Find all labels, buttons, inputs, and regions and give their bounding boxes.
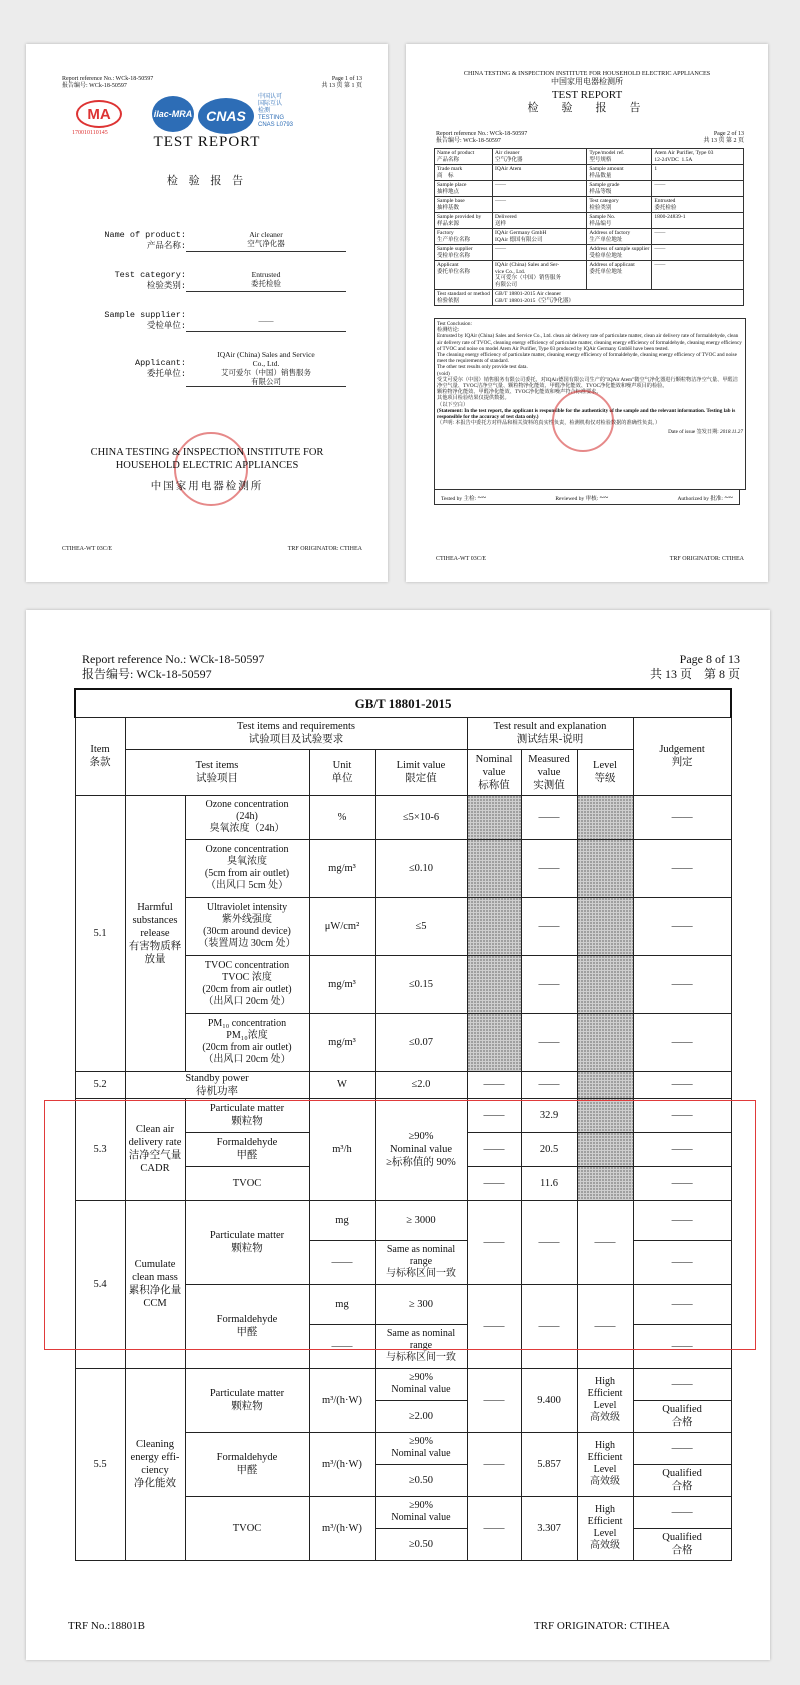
test-item: PM₁₀ concentration PM₁₀浓度 (20cm from air outlet) （出风口 20cm 处） [185, 1013, 309, 1071]
test-conclusion: Test Conclusion: 检测结论: Entrusted by IQAir (China) Sales and Service Co., Ltd. clean air delivery rate of particulate matter, clean air delivery rate of formaldehyde, clean air delivery rate of TVOC, cleaning energy efficiency of particulate matter, cleaning energy efficiency of formaldehyde, cleaning energy efficiency of TVOC and noise on model Atem Air Purifier, Type 03 produced by IQAir Germany GmbH have been tested. The cleaning energy efficiency of particulate matter, cleaning energy efficiency of formaldehyde, cleaning energy efficiency of TVOC and noise meet the requirements of standard. The other test results only provide test data. (void) 受艾可爱尔（中国）销售服务有限公司委托，对IQAir德国有限公司生产的"IQAir Atem"微空气净化器进行颗粒物洁净空气量、甲醛洁净空气量、TVOC洁净空气量、颗粒物净化能效、甲醛净化能效、TVOC净化能效和噪声项目的检验。 颗粒物净化能效、甲醛净化能效、TVOC净化能效和噪声符合标准要求。 其他项目检验结果仅提供数据。 （以下空白） (Statement: In the test report, the applicant is responsible for the authenticity of the sample and the relevant information. Testing lab is responsible for the accuracy of test data only.) （声明: 本报告中委托方对样品和相关资料的真实性负责，检测机构仅对检验数据的准确性负责。） Date of issue 签发日期: 2018.11.27 [434, 318, 746, 490]
field-sample-supplier: Sample supplier: 受检单位: —— [76, 310, 366, 332]
table-title: GB/T 18801-2015 [75, 689, 731, 717]
measured-value: —— [521, 1013, 577, 1071]
nominal-value-shaded [467, 839, 521, 897]
measured-value: —— [521, 1284, 577, 1368]
conclusion-text-en: Entrusted by IQAir (China) Sales and Service Co., Ltd. clean air delivery rate of particulate matter, clean air delivery rate of formaldehyde, clean air delivery rate of TVOC, cleaning energy efficiency of particulate matter, cleaning energy efficiency of formaldehyde, cleaning energy efficiency of TVOC and noise on model Atem Air Purifier, Type 03 produced by IQAir Germany GmbH have been tested. The cleaning energy efficiency of particulate matter, cleaning energy efficiency of formaldehyde, cleaning energy efficiency of TVOC and noise meet the requirements of standard. The other test results only provide test data. (void) [437, 333, 742, 377]
header-limit-value: Limit value 限定值 [375, 749, 467, 795]
table-row [75, 1368, 731, 1400]
level-shaded [577, 1071, 633, 1098]
field-value: Delivered 送样 [492, 213, 586, 229]
nominal-value: —— [467, 1284, 521, 1368]
field-value: GB/T 18801-2015 Air cleaner GB/T 18801-2015《空气净化器》 [492, 290, 743, 306]
sample-info-row [435, 165, 744, 181]
limit-value: ≥ 300 [375, 1284, 467, 1324]
form-code: CTIHEA-WT 03C/E [62, 546, 113, 552]
header-judgement: Judgement 判定 [633, 717, 731, 795]
limit-value-range: Same as nominal range 与标称区间一致 [375, 1324, 467, 1368]
field-label: Name of product 产品名称 [435, 149, 493, 165]
unit: W [309, 1071, 375, 1098]
limit-value-min: ≥0.50 [375, 1528, 467, 1560]
highlight-cadr-ccm-box [44, 1100, 756, 1350]
field-product: Name of product: 产品名称: Air cleaner 空气净化器 [76, 230, 366, 252]
test-item: Particulate matter 颗粒物 [185, 1368, 309, 1432]
test-item-standby-power: Standby power 待机功率 [125, 1071, 309, 1098]
trf-originator: TRF ORIGINATOR: CTIHEA [533, 1620, 670, 1632]
field-label: Address of applicant 委托单位地址 [587, 261, 652, 290]
field-value: 1800-24839-1 [652, 213, 744, 229]
test-item: TVOC [185, 1496, 309, 1560]
unit: —— [309, 1240, 375, 1284]
limit-value-ratio: ≥90% Nominal value [375, 1432, 467, 1464]
institute-name: CHINA TESTING & INSPECTION INSTITUTE FOR HOUSEHOLD ELECTRIC APPLIANCES [90, 447, 324, 471]
limit-value-min: ≥2.00 [375, 1400, 467, 1432]
test-item: TVOC concentration TVOC 浓度 (20cm from air outlet) （出风口 20cm 处） [185, 955, 309, 1013]
trf-number: TRF No.:18801B [68, 1620, 146, 1632]
summary-title: TEST REPORT 检 验 报 告 [527, 89, 647, 114]
level-shaded [577, 795, 633, 839]
measured-value: 3.307 [521, 1496, 577, 1560]
nominal-value: —— [467, 1071, 521, 1098]
field-value: —— [652, 229, 744, 245]
measured-value: —— [521, 897, 577, 955]
cma-code: 170010110145 [72, 130, 108, 136]
sample-info-row [435, 229, 744, 245]
page-number: Page 1 of 13 共 13 页 第 1 页 [321, 76, 362, 89]
test-item: Ultraviolet intensity 紫外线强度 (30cm around device) （装置周边 30cm 处） [185, 897, 309, 955]
nominal-value-shaded [467, 795, 521, 839]
nominal-value: —— [467, 1432, 521, 1496]
conclusion-text-cn: 受艾可爱尔（中国）销售服务有限公司委托，对IQAir德国有限公司生产的"IQAir Atem"微空气净化器进行颗粒物洁净空气量、甲醛洁净空气量、TVOC洁净空气量、颗粒物净化能效、甲醛净化能效、TVOC净化能效和噪声项目的检验。 颗粒物净化能效、甲醛净化能效、TVOC净化能效和噪声符合标准要求。 其他项目检验结果仅提供数据。 （以下空白） [437, 376, 738, 408]
test-report-title-cn: 检 验 报 告 [166, 175, 248, 187]
section-label-ccm: Cumulate clean mass 累积净化量 CCM [125, 1200, 185, 1368]
unit: —— [309, 1324, 375, 1368]
judgement: —— [633, 1284, 731, 1324]
ilac-mra-logo: ilac-MRA [152, 96, 194, 132]
header-test-items-requirements: Test items and requirements 试验项目及试验要求 [125, 717, 467, 749]
nominal-value: —— [467, 1166, 521, 1200]
field-value: IQAir Germany GmbH IQAir 德国有限公司 [492, 229, 586, 245]
measured-value: 32.9 [521, 1098, 577, 1132]
test-item: Ozone concentration 臭氧浓度 (5cm from air outlet) （出风口 5cm 处） [185, 839, 309, 897]
field-value: IQAir (China) Sales and Ser- vice Co., Ltd. 艾可爱尔（中国）销售服务 有限公司 [492, 261, 586, 290]
limit-value-range: Same as nominal range 与标称区间一致 [375, 1240, 467, 1284]
section-label-cadr: Clean air delivery rate 洁净空气量 CADR [125, 1098, 185, 1200]
statement-en: (Statement: In the test report, the applicant is responsible for the authenticity of the sample and the relevant information. Testing lab is responsible for the accuracy of test data only.) [437, 407, 736, 421]
field-label: Sample place 抽样地点 [435, 181, 493, 197]
level-shaded [577, 955, 633, 1013]
authorized-by: Authorized by 批准: ~~ [677, 492, 733, 502]
field-test-category: Test category: 检验类别: Entrusted 委托检验 [76, 270, 366, 292]
field-label: Applicant 委托单位名称 [435, 261, 493, 290]
measured-value: —— [521, 795, 577, 839]
item-number: 5.4 [75, 1200, 125, 1368]
nominal-value: —— [467, 1132, 521, 1166]
judgement-result: Qualified 合格 [633, 1464, 731, 1496]
table-row [75, 717, 731, 749]
nominal-value: —— [467, 1200, 521, 1284]
test-item: Ozone concentration (24h) 臭氧浓度（24h） [185, 795, 309, 839]
efficiency-level: High Efficient Level 高效级 [577, 1368, 633, 1432]
efficiency-level: High Efficient Level 高效级 [577, 1432, 633, 1496]
field-label: Address of sample supplier 受检单位地址 [587, 245, 652, 261]
test-item: TVOC [185, 1166, 309, 1200]
judgement: —— [633, 1166, 731, 1200]
judgement-result: Qualified 合格 [633, 1400, 731, 1432]
measured-value: 5.857 [521, 1432, 577, 1496]
field-value: IQAir Atem [492, 165, 586, 181]
judgement: —— [633, 1240, 731, 1284]
judgement: —— [633, 1098, 731, 1132]
measured-value: 11.6 [521, 1166, 577, 1200]
limit-value: ≤0.15 [375, 955, 467, 1013]
statement-cn: （声明: 本报告中委托方对样品和相关资料的真实性负责，检测机构仅对检验数据的准确性负责。） [437, 420, 661, 427]
judgement: —— [633, 1324, 731, 1368]
field-value: Air cleaner 空气净化器 [492, 149, 586, 165]
nominal-value-shaded [467, 955, 521, 1013]
judgement: —— [633, 955, 731, 1013]
nominal-value: —— [467, 1098, 521, 1132]
field-value: —— [492, 197, 586, 213]
table-row [75, 1071, 731, 1098]
field-label: Sample base 抽样基数 [435, 197, 493, 213]
test-item: Formaldehyde 甲醛 [185, 1284, 309, 1368]
field-label: Factory 生产单位名称 [435, 229, 493, 245]
level-shaded [577, 1013, 633, 1071]
header-test-result-explanation: Test result and explanation 测试结果-说明 [467, 717, 633, 749]
field-label: Address of factory 生产单位地址 [587, 229, 652, 245]
reference-number: Report reference No.: WCk-18-50597 报告编号: WCk-18-50597 [82, 652, 265, 681]
reviewed-by: Reviewed by 审核: ~~ [555, 492, 609, 502]
page-number: Page 2 of 13 共 13 页 第 2 页 [703, 131, 744, 144]
efficiency-level: High Efficient Level 高效级 [577, 1496, 633, 1560]
field-label: Sample supplier 受检单位名称 [435, 245, 493, 261]
nominal-value-shaded [467, 897, 521, 955]
sample-info-row [435, 181, 744, 197]
unit: mg/m³ [309, 955, 375, 1013]
field-label: Test standard or method 检验依据 [435, 290, 493, 306]
item-number: 5.2 [75, 1071, 125, 1098]
item-number: 5.5 [75, 1368, 125, 1560]
field-label: Trade mark 商 标 [435, 165, 493, 181]
unit: m³/(h·W) [309, 1496, 375, 1560]
table-row [75, 795, 731, 839]
header-test-items: Test items 试验项目 [125, 749, 309, 795]
sample-info-row [435, 149, 744, 165]
field-value: —— [652, 261, 744, 290]
field-label: Test category 检验类别 [587, 197, 652, 213]
limit-value: ≤0.10 [375, 839, 467, 897]
institute-header: CHINA TESTING & INSPECTION INSTITUTE FOR HOUSEHOLD ELECTRIC APPLIANCES 中国家用电器检测所 [463, 70, 711, 86]
unit: m³/(h·W) [309, 1368, 375, 1432]
level-shaded [577, 839, 633, 897]
unit: m³/h [309, 1098, 375, 1200]
trf-originator: TRF ORIGINATOR: CTIHEA [669, 556, 744, 562]
judgement: —— [633, 1013, 731, 1071]
sample-info-row [435, 290, 744, 306]
limit-value: ≥90% Nominal value ≥标称值的 90% [375, 1098, 467, 1200]
institute-seal [552, 390, 614, 452]
judgement: —— [633, 1071, 731, 1098]
test-item: Formaldehyde 甲醛 [185, 1432, 309, 1496]
table-row [75, 749, 731, 795]
test-item: Particulate matter 颗粒物 [185, 1098, 309, 1132]
sample-info-row [435, 245, 744, 261]
unit: mg [309, 1200, 375, 1240]
judgement: —— [633, 897, 731, 955]
header-level: Level 等级 [577, 749, 633, 795]
judgement: —— [633, 795, 731, 839]
limit-value: ≤5 [375, 897, 467, 955]
unit: m³/(h·W) [309, 1432, 375, 1496]
sample-info-table [434, 148, 744, 306]
level-shaded [577, 897, 633, 955]
measured-value: —— [521, 1071, 577, 1098]
field-value: Entrusted 委托检验 [652, 197, 744, 213]
limit-value-ratio: ≥90% Nominal value [375, 1368, 467, 1400]
nominal-value: —— [467, 1368, 521, 1432]
sample-info-row [435, 261, 744, 290]
report-cover-page [26, 44, 388, 582]
judgement-result: Qualified 合格 [633, 1528, 731, 1560]
header-unit: Unit 单位 [309, 749, 375, 795]
test-item: Formaldehyde 甲醛 [185, 1132, 309, 1166]
field-label: Sample amount 样品数量 [587, 165, 652, 181]
measured-value: 9.400 [521, 1368, 577, 1432]
table-row [75, 689, 731, 717]
nominal-value-shaded [467, 1013, 521, 1071]
item-number: 5.3 [75, 1098, 125, 1200]
test-item: Particulate matter 颗粒物 [185, 1200, 309, 1284]
field-label: Sample grade 样品等级 [587, 181, 652, 197]
signatures-row [434, 489, 740, 505]
institute-name-cn: 中国家用电器检测所 [150, 481, 264, 492]
judgement: —— [633, 839, 731, 897]
nominal-value: —— [467, 1496, 521, 1560]
header-item: Item 条款 [75, 717, 125, 795]
reference-number: Report reference No.: WCk-18-50597 报告编号: WCk-18-50597 [62, 76, 154, 89]
limit-value-ratio: ≥90% Nominal value [375, 1496, 467, 1528]
judgement: —— [633, 1496, 731, 1528]
cma-logo: MA [76, 100, 122, 128]
report-summary-page [406, 44, 768, 582]
level: —— [577, 1284, 633, 1368]
reference-number: Report reference No.: WCk-18-50597 报告编号: WCk-18-50597 [436, 131, 528, 144]
field-value: —— [492, 181, 586, 197]
judgement: —— [633, 1368, 731, 1400]
level: —— [577, 1200, 633, 1284]
cnas-accreditation: 中国认可 国际互认 检测 TESTING CNAS L0793 [258, 94, 294, 128]
test-results-page [26, 610, 770, 1660]
page-number: Page 8 of 13 共 13 页 第 8 页 [649, 652, 740, 681]
unit: mg/m³ [309, 1013, 375, 1071]
sample-info-row [435, 213, 744, 229]
limit-value-min: ≥0.50 [375, 1464, 467, 1496]
judgement: —— [633, 1200, 731, 1240]
unit: mg/m³ [309, 839, 375, 897]
field-value: 1 [652, 165, 744, 181]
field-value: Atem Air Purifier, Type 03 12-24VDC 1.5A [652, 149, 744, 165]
unit: mg [309, 1284, 375, 1324]
section-label-harmful-substances: Harmful substances release 有害物质释 放量 [125, 795, 185, 1071]
measured-value: —— [521, 839, 577, 897]
field-label: Sample provided by 样品来源 [435, 213, 493, 229]
field-applicant: Applicant: 委托单位: IQAir (China) Sales and Service Co., Ltd. 艾可爱尔（中国）销售服务 有限公司 [76, 350, 366, 387]
form-code: CTIHEA-WT 03C/E [436, 556, 487, 562]
judgement: —— [633, 1432, 731, 1464]
header-measured-value: Measured value 实测值 [521, 749, 577, 795]
field-value: —— [652, 181, 744, 197]
limit-value: ≤5×10-6 [375, 795, 467, 839]
issue-date: Date of issue 签发日期: 2018.11.27 [668, 429, 743, 436]
tested-by: Tested by 主检: ~~ [441, 492, 487, 502]
unit: % [309, 795, 375, 839]
field-label: Sample No. 样品编号 [587, 213, 652, 229]
field-value: —— [652, 245, 744, 261]
limit-value: ≤2.0 [375, 1071, 467, 1098]
measured-value: —— [521, 1200, 577, 1284]
judgement: —— [633, 1132, 731, 1166]
trf-originator: TRF ORIGINATOR: CTIHEA [287, 546, 362, 552]
unit: μW/cm² [309, 897, 375, 955]
item-number: 5.1 [75, 795, 125, 1071]
cover-fields [76, 230, 366, 387]
measured-value: —— [521, 955, 577, 1013]
cnas-logo: CNAS [198, 98, 254, 134]
test-report-title: TEST REPORT [153, 134, 261, 150]
section-label-cleaning-energy-efficiency: Cleaning energy effi- ciency 净化能效 [125, 1368, 185, 1560]
field-value: —— [492, 245, 586, 261]
limit-value: ≥ 3000 [375, 1200, 467, 1240]
header-nominal-value: Nominal value 标称值 [467, 749, 521, 795]
measured-value: 20.5 [521, 1132, 577, 1166]
limit-value: ≤0.07 [375, 1013, 467, 1071]
field-label: Type/model ref. 型号规格 [587, 149, 652, 165]
sample-info-row [435, 197, 744, 213]
